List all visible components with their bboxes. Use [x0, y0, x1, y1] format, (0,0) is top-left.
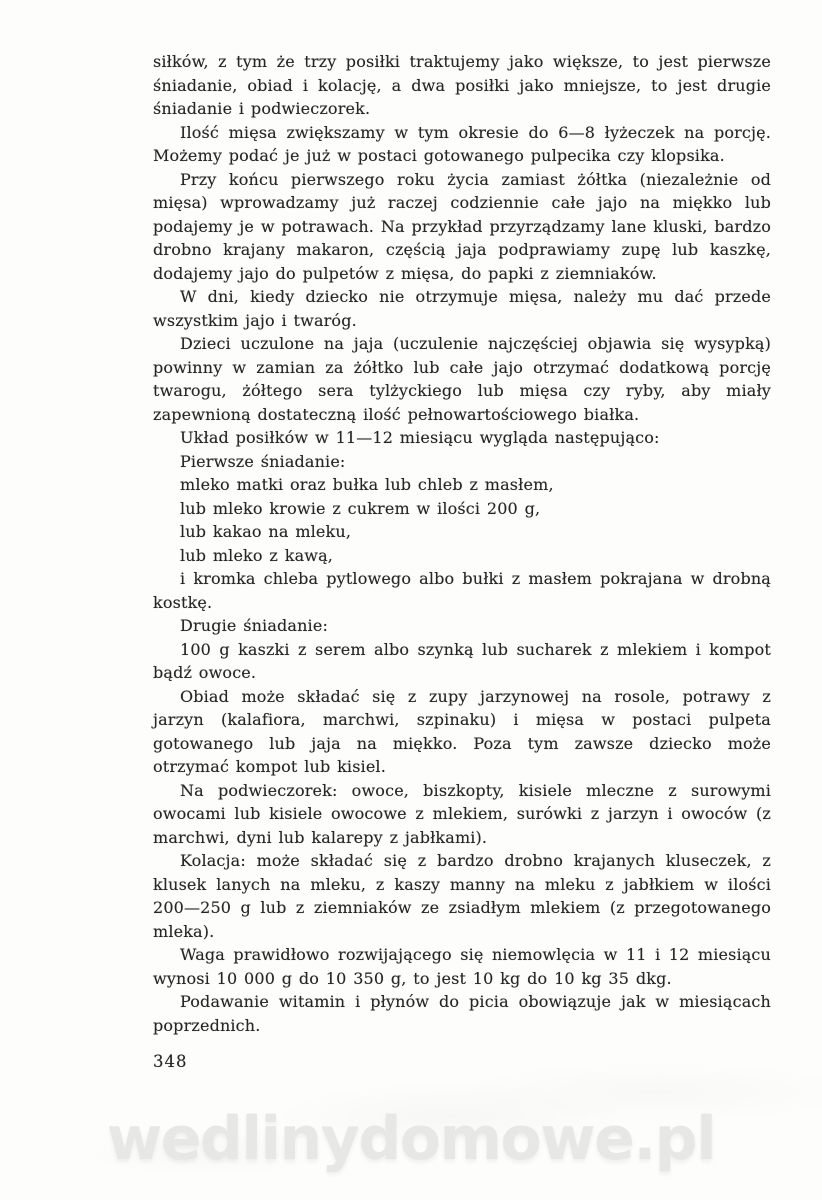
paragraph-meal-plan-intro: Układ posiłków w 11—12 miesiącu wygląda następująco: — [180, 428, 660, 447]
paragraph-meat-amount: Ilość mięsa zwiększamy w tym okresie do 6—8 łyżeczek na porcję. Możemy podać je już w postaci gotowanego pulpecika czy klopsika. — [153, 122, 771, 165]
heading-second-breakfast: Drugie śniadanie: — [180, 616, 328, 635]
paragraph-whole-egg: Przy końcu pierwszego roku życia zamiast żółtka (niezależnie od mięsa) wprowadzamy już raczej codziennie całe jajo na miękko lub podajemy je w potrawach. Na przykład przyrządzamy lane kluski, bardzo drobno krajany makaron, częścią jaja podprawiamy zupę lub kaszkę, dodajemy jajo do pulpetów z mięsa, do papki z ziemniaków. — [153, 169, 771, 283]
page-number: 348 — [153, 1052, 188, 1071]
paragraph-continuation: siłków, z tym że trzy posiłki traktujemy jako większe, to jest pierwsze śniadanie, obiad i kolację, a dwa posiłki jako mniejsze, to jest drugie śniadanie i podwieczorek. — [153, 52, 771, 118]
menu-item-cocoa: lub kakao na mleku, — [180, 522, 352, 541]
paragraph-no-meat-days: W dni, kiedy dziecko nie otrzymuje mięsa, należy mu dać przede wszystkim jajo i twaróg. — [153, 287, 771, 330]
watermark-wedlinydomowe: wedlinydomowe.pl — [106, 1104, 716, 1174]
paragraph-egg-allergy: Dzieci uczulone na jaja (uczulenie najczęściej objawia się wysypką) powinny w zamian za żółtko lub całe jajo otrzymać dodatkową porcję twarogu, żółtego sera tylżyckiego lub mięsa czy ryby, aby miały zapewnioną dostateczną ilość pełnowartościowego białka. — [153, 334, 771, 424]
paragraph-supper: Kolacja: może składać się z bardzo drobno krajanych kluseczek, z klusek lanych na mleku, z kaszy manny na mleku z jabłkiem w ilości 200—250 g lub z ziemniaków ze zsiadłym mlekiem (z przegotowanego mleka). — [153, 851, 771, 941]
paragraph-afternoon-snack: Na podwieczorek: owoce, biszkopty, kisiele mleczne z surowymi owocami lub kisiele owocowe z mlekiem, surówki z jarzyn i owoców (z marchwi, dyni lub kalarepy z jabłkami). — [153, 780, 771, 847]
text-block — [153, 50, 771, 1037]
menu-item-bread-slice: i kromka chleba pytlowego albo bułki z masłem pokrajana w drobną kostkę. — [153, 569, 771, 612]
paragraph-vitamins: Podawanie witamin i płynów do picia obowiązuje jak w miesiącach poprzednich. — [153, 992, 771, 1035]
heading-first-breakfast: Pierwsze śniadanie: — [180, 451, 346, 471]
menu-item-milk-coffee: lub mleko z kawą, — [180, 545, 334, 565]
menu-item-mothers-milk: mleko matki oraz bułka lub chleb z masłem, — [180, 475, 554, 494]
paragraph-second-breakfast: 100 g kaszki z serem albo szynką lub sucharek z mlekiem i kompot bądź owoce. — [153, 639, 771, 682]
menu-item-cows-milk: lub mleko krowie z cukrem w ilości 200 g, — [180, 498, 541, 518]
paragraph-dinner: Obiad może składać się z zupy jarzynowej na rosole, potrawy z jarzyn (kalafiora, marchwi, szpinaku) i mięsa w postaci pulpeta gotowanego lub jaja na miękko. Poza tym zawsze dziecko może otrzymać kompot lub kisiel. — [153, 686, 771, 776]
paragraph-weight: Waga prawidłowo rozwijającego się niemowlęcia w 11 i 12 miesiącu wynosi 10 000 g do 10 350 g, to jest 10 kg do 10 kg 35 dkg. — [153, 945, 771, 988]
